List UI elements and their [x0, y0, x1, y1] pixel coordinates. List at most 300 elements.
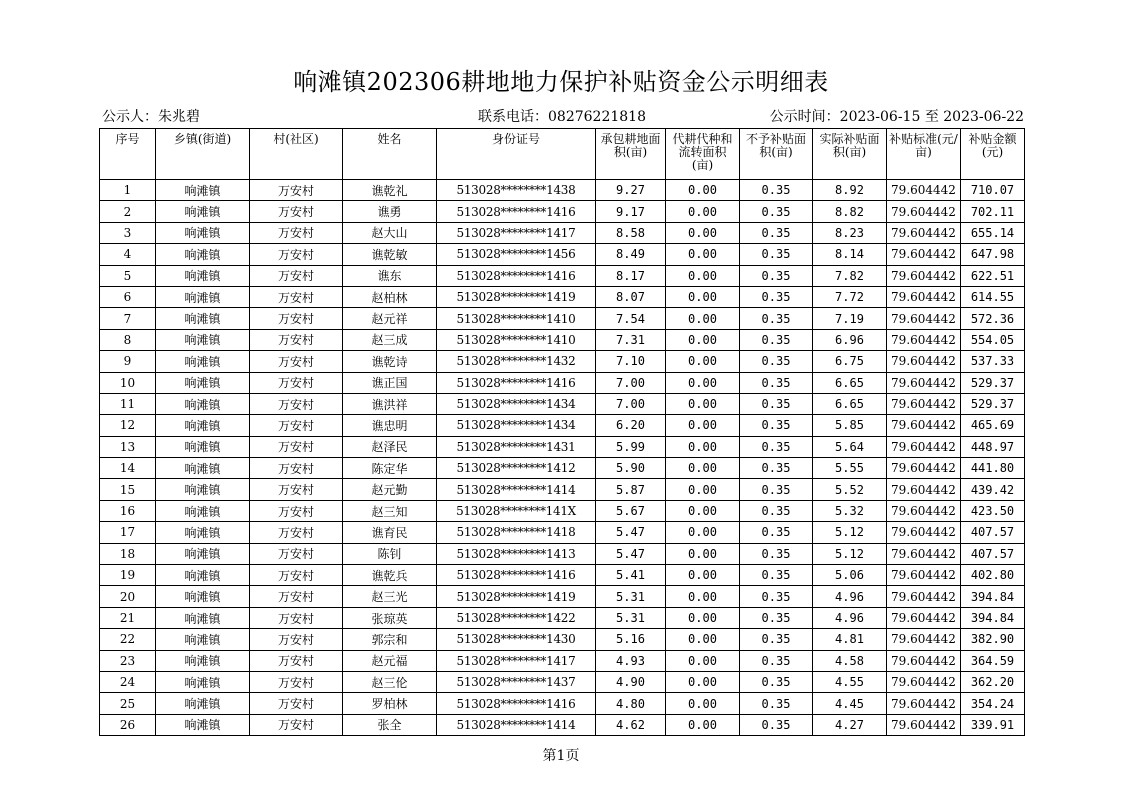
cell-seq: 18 — [100, 543, 156, 564]
cell-id-number: 513028********1434 — [437, 415, 596, 436]
cell-amount: 407.57 — [961, 522, 1025, 543]
table-row — [100, 244, 1025, 265]
cell-transfer-area: 0.00 — [666, 565, 740, 586]
cell-transfer-area: 0.00 — [666, 714, 740, 735]
cell-rate: 79.604442 — [887, 565, 961, 586]
cell-id-number: 513028********1412 — [437, 458, 596, 479]
cell-excluded-area: 0.35 — [740, 329, 813, 350]
document-title: 响滩镇202306耕地地力保护补贴资金公示明细表 — [293, 68, 829, 96]
cell-excluded-area: 0.35 — [740, 500, 813, 521]
cell-rate: 79.604442 — [887, 522, 961, 543]
cell-excluded-area: 0.35 — [740, 372, 813, 393]
cell-town: 响滩镇 — [156, 329, 250, 350]
cell-name: 赵泽民 — [343, 436, 437, 457]
table-row — [100, 308, 1025, 329]
cell-contract-area: 7.10 — [596, 351, 666, 372]
cell-excluded-area: 0.35 — [740, 543, 813, 564]
table-row — [100, 500, 1025, 521]
cell-id-number: 513028********1416 — [437, 265, 596, 286]
cell-name: 赵三知 — [343, 500, 437, 521]
cell-name: 张琼英 — [343, 607, 437, 628]
cell-village: 万安村 — [250, 201, 343, 222]
cell-rate: 79.604442 — [887, 222, 961, 243]
cell-amount: 448.97 — [961, 436, 1025, 457]
cell-id-number: 513028********1432 — [437, 351, 596, 372]
cell-town: 响滩镇 — [156, 201, 250, 222]
cell-transfer-area: 0.00 — [666, 458, 740, 479]
cell-town: 响滩镇 — [156, 458, 250, 479]
cell-seq: 5 — [100, 265, 156, 286]
cell-name: 张全 — [343, 714, 437, 735]
cell-seq: 17 — [100, 522, 156, 543]
cell-excluded-area: 0.35 — [740, 522, 813, 543]
cell-actual-area: 7.82 — [813, 265, 887, 286]
cell-town: 响滩镇 — [156, 565, 250, 586]
cell-rate: 79.604442 — [887, 351, 961, 372]
cell-excluded-area: 0.35 — [740, 458, 813, 479]
cell-transfer-area: 0.00 — [666, 308, 740, 329]
cell-transfer-area: 0.00 — [666, 222, 740, 243]
cell-id-number: 513028********1410 — [437, 329, 596, 350]
cell-rate: 79.604442 — [887, 714, 961, 735]
table-row — [100, 693, 1025, 714]
cell-contract-area: 5.90 — [596, 458, 666, 479]
cell-actual-area: 5.52 — [813, 479, 887, 500]
cell-transfer-area: 0.00 — [666, 286, 740, 307]
cell-town: 响滩镇 — [156, 629, 250, 650]
cell-seq: 2 — [100, 201, 156, 222]
cell-village: 万安村 — [250, 286, 343, 307]
cell-contract-area: 5.16 — [596, 629, 666, 650]
cell-actual-area: 7.19 — [813, 308, 887, 329]
cell-excluded-area: 0.35 — [740, 244, 813, 265]
table-row — [100, 714, 1025, 735]
table-row — [100, 458, 1025, 479]
cell-name: 赵柏林 — [343, 286, 437, 307]
cell-village: 万安村 — [250, 415, 343, 436]
cell-transfer-area: 0.00 — [666, 693, 740, 714]
cell-village: 万安村 — [250, 671, 343, 692]
cell-name: 罗柏林 — [343, 693, 437, 714]
cell-town: 响滩镇 — [156, 586, 250, 607]
cell-excluded-area: 0.35 — [740, 308, 813, 329]
cell-actual-area: 4.96 — [813, 607, 887, 628]
cell-excluded-area: 0.35 — [740, 286, 813, 307]
cell-town: 响滩镇 — [156, 244, 250, 265]
cell-village: 万安村 — [250, 308, 343, 329]
cell-contract-area: 5.87 — [596, 479, 666, 500]
cell-actual-area: 5.06 — [813, 565, 887, 586]
cell-actual-area: 8.23 — [813, 222, 887, 243]
subsidy-table — [99, 128, 1025, 736]
table-row — [100, 222, 1025, 243]
cell-id-number: 513028********1416 — [437, 372, 596, 393]
col-header-id: 身份证号 — [437, 129, 596, 180]
cell-transfer-area: 0.00 — [666, 629, 740, 650]
cell-seq: 19 — [100, 565, 156, 586]
cell-rate: 79.604442 — [887, 393, 961, 414]
cell-actual-area: 5.85 — [813, 415, 887, 436]
cell-id-number: 513028********1434 — [437, 393, 596, 414]
cell-amount: 655.14 — [961, 222, 1025, 243]
cell-name: 赵三成 — [343, 329, 437, 350]
cell-rate: 79.604442 — [887, 244, 961, 265]
cell-transfer-area: 0.00 — [666, 671, 740, 692]
cell-actual-area: 6.96 — [813, 329, 887, 350]
cell-actual-area: 4.45 — [813, 693, 887, 714]
cell-name: 谯忠明 — [343, 415, 437, 436]
cell-contract-area: 7.31 — [596, 329, 666, 350]
cell-name: 谯洪祥 — [343, 393, 437, 414]
cell-contract-area: 4.90 — [596, 671, 666, 692]
cell-town: 响滩镇 — [156, 351, 250, 372]
cell-amount: 362.20 — [961, 671, 1025, 692]
cell-rate: 79.604442 — [887, 607, 961, 628]
cell-transfer-area: 0.00 — [666, 244, 740, 265]
cell-actual-area: 6.75 — [813, 351, 887, 372]
cell-id-number: 513028********1417 — [437, 650, 596, 671]
cell-village: 万安村 — [250, 586, 343, 607]
cell-transfer-area: 0.00 — [666, 201, 740, 222]
cell-seq: 1 — [100, 180, 156, 201]
cell-name: 陈钊 — [343, 543, 437, 564]
cell-transfer-area: 0.00 — [666, 351, 740, 372]
cell-actual-area: 8.82 — [813, 201, 887, 222]
cell-transfer-area: 0.00 — [666, 436, 740, 457]
table-row — [100, 629, 1025, 650]
cell-contract-area: 5.31 — [596, 586, 666, 607]
cell-village: 万安村 — [250, 372, 343, 393]
cell-contract-area: 5.47 — [596, 522, 666, 543]
cell-contract-area: 5.99 — [596, 436, 666, 457]
table-row — [100, 522, 1025, 543]
cell-town: 响滩镇 — [156, 436, 250, 457]
cell-rate: 79.604442 — [887, 586, 961, 607]
cell-transfer-area: 0.00 — [666, 372, 740, 393]
cell-amount: 382.90 — [961, 629, 1025, 650]
cell-seq: 14 — [100, 458, 156, 479]
cell-excluded-area: 0.35 — [740, 693, 813, 714]
cell-id-number: 513028********1414 — [437, 714, 596, 735]
cell-excluded-area: 0.35 — [740, 415, 813, 436]
cell-transfer-area: 0.00 — [666, 393, 740, 414]
cell-amount: 647.98 — [961, 244, 1025, 265]
cell-excluded-area: 0.35 — [740, 265, 813, 286]
cell-contract-area: 5.47 — [596, 543, 666, 564]
cell-id-number: 513028********1416 — [437, 693, 596, 714]
cell-name: 赵元祥 — [343, 308, 437, 329]
cell-seq: 25 — [100, 693, 156, 714]
cell-name: 赵大山 — [343, 222, 437, 243]
cell-town: 响滩镇 — [156, 693, 250, 714]
cell-seq: 4 — [100, 244, 156, 265]
cell-amount: 622.51 — [961, 265, 1025, 286]
cell-id-number: 513028********1416 — [437, 201, 596, 222]
table-row — [100, 286, 1025, 307]
cell-village: 万安村 — [250, 693, 343, 714]
cell-excluded-area: 0.35 — [740, 565, 813, 586]
cell-id-number: 513028********1437 — [437, 671, 596, 692]
cell-name: 郭宗和 — [343, 629, 437, 650]
cell-contract-area: 8.07 — [596, 286, 666, 307]
cell-rate: 79.604442 — [887, 650, 961, 671]
cell-amount: 354.24 — [961, 693, 1025, 714]
cell-village: 万安村 — [250, 329, 343, 350]
cell-excluded-area: 0.35 — [740, 393, 813, 414]
cell-rate: 79.604442 — [887, 180, 961, 201]
cell-seq: 9 — [100, 351, 156, 372]
table-row — [100, 671, 1025, 692]
cell-town: 响滩镇 — [156, 393, 250, 414]
cell-town: 响滩镇 — [156, 543, 250, 564]
cell-village: 万安村 — [250, 565, 343, 586]
cell-excluded-area: 0.35 — [740, 629, 813, 650]
cell-village: 万安村 — [250, 650, 343, 671]
cell-contract-area: 8.58 — [596, 222, 666, 243]
cell-id-number: 513028********1438 — [437, 180, 596, 201]
cell-seq: 12 — [100, 415, 156, 436]
table-row — [100, 479, 1025, 500]
cell-village: 万安村 — [250, 436, 343, 457]
cell-amount: 441.80 — [961, 458, 1025, 479]
cell-excluded-area: 0.35 — [740, 714, 813, 735]
cell-excluded-area: 0.35 — [740, 586, 813, 607]
cell-contract-area: 7.00 — [596, 372, 666, 393]
cell-rate: 79.604442 — [887, 458, 961, 479]
cell-name: 谯勇 — [343, 201, 437, 222]
cell-town: 响滩镇 — [156, 415, 250, 436]
cell-seq: 16 — [100, 500, 156, 521]
cell-name: 赵三伦 — [343, 671, 437, 692]
cell-actual-area: 5.32 — [813, 500, 887, 521]
cell-amount: 702.11 — [961, 201, 1025, 222]
cell-transfer-area: 0.00 — [666, 607, 740, 628]
cell-contract-area: 5.41 — [596, 565, 666, 586]
cell-amount: 529.37 — [961, 393, 1025, 414]
cell-name: 谯乾敏 — [343, 244, 437, 265]
cell-amount: 394.84 — [961, 607, 1025, 628]
col-header-amount: 补贴金额(元) — [961, 129, 1025, 180]
col-header-actual-area: 实际补贴面积(亩) — [813, 129, 887, 180]
col-header-transfer-area: 代耕代种和流转面积(亩) — [666, 129, 740, 180]
cell-excluded-area: 0.35 — [740, 607, 813, 628]
cell-excluded-area: 0.35 — [740, 650, 813, 671]
cell-seq: 8 — [100, 329, 156, 350]
cell-town: 响滩镇 — [156, 479, 250, 500]
cell-village: 万安村 — [250, 522, 343, 543]
cell-rate: 79.604442 — [887, 415, 961, 436]
cell-rate: 79.604442 — [887, 329, 961, 350]
cell-actual-area: 4.27 — [813, 714, 887, 735]
cell-id-number: 513028********1418 — [437, 522, 596, 543]
cell-transfer-area: 0.00 — [666, 180, 740, 201]
table-row — [100, 265, 1025, 286]
table-row — [100, 565, 1025, 586]
table-row — [100, 543, 1025, 564]
cell-seq: 6 — [100, 286, 156, 307]
cell-amount: 710.07 — [961, 180, 1025, 201]
cell-rate: 79.604442 — [887, 629, 961, 650]
cell-village: 万安村 — [250, 714, 343, 735]
col-header-town: 乡镇(街道) — [156, 129, 250, 180]
cell-actual-area: 4.55 — [813, 671, 887, 692]
cell-town: 响滩镇 — [156, 714, 250, 735]
cell-village: 万安村 — [250, 180, 343, 201]
cell-name: 谯乾诗 — [343, 351, 437, 372]
cell-actual-area: 6.65 — [813, 372, 887, 393]
cell-rate: 79.604442 — [887, 265, 961, 286]
cell-excluded-area: 0.35 — [740, 351, 813, 372]
cell-name: 陈定华 — [343, 458, 437, 479]
cell-id-number: 513028********1417 — [437, 222, 596, 243]
cell-name: 谯正国 — [343, 372, 437, 393]
cell-id-number: 513028********1456 — [437, 244, 596, 265]
cell-village: 万安村 — [250, 458, 343, 479]
cell-id-number: 513028********1414 — [437, 479, 596, 500]
cell-actual-area: 4.96 — [813, 586, 887, 607]
cell-name: 谯东 — [343, 265, 437, 286]
table-row — [100, 650, 1025, 671]
table-row — [100, 180, 1025, 201]
cell-id-number: 513028********1419 — [437, 586, 596, 607]
cell-town: 响滩镇 — [156, 180, 250, 201]
cell-id-number: 513028********141X — [437, 500, 596, 521]
cell-contract-area: 8.17 — [596, 265, 666, 286]
cell-id-number: 513028********1419 — [437, 286, 596, 307]
cell-rate: 79.604442 — [887, 543, 961, 564]
cell-transfer-area: 0.00 — [666, 479, 740, 500]
cell-actual-area: 5.64 — [813, 436, 887, 457]
col-header-contract-area: 承包耕地面积(亩) — [596, 129, 666, 180]
cell-rate: 79.604442 — [887, 201, 961, 222]
cell-town: 响滩镇 — [156, 650, 250, 671]
cell-seq: 22 — [100, 629, 156, 650]
cell-contract-area: 4.62 — [596, 714, 666, 735]
cell-contract-area: 7.54 — [596, 308, 666, 329]
cell-amount: 554.05 — [961, 329, 1025, 350]
cell-town: 响滩镇 — [156, 286, 250, 307]
cell-transfer-area: 0.00 — [666, 522, 740, 543]
cell-town: 响滩镇 — [156, 607, 250, 628]
cell-excluded-area: 0.35 — [740, 201, 813, 222]
cell-rate: 79.604442 — [887, 671, 961, 692]
cell-amount: 439.42 — [961, 479, 1025, 500]
cell-name: 赵元福 — [343, 650, 437, 671]
cell-contract-area: 9.17 — [596, 201, 666, 222]
cell-rate: 79.604442 — [887, 372, 961, 393]
table-row — [100, 393, 1025, 414]
cell-amount: 394.84 — [961, 586, 1025, 607]
cell-excluded-area: 0.35 — [740, 436, 813, 457]
cell-village: 万安村 — [250, 393, 343, 414]
cell-amount: 423.50 — [961, 500, 1025, 521]
cell-contract-area: 5.31 — [596, 607, 666, 628]
cell-contract-area: 4.93 — [596, 650, 666, 671]
cell-amount: 614.55 — [961, 286, 1025, 307]
cell-village: 万安村 — [250, 222, 343, 243]
cell-contract-area: 4.80 — [596, 693, 666, 714]
cell-name: 谯育民 — [343, 522, 437, 543]
cell-rate: 79.604442 — [887, 500, 961, 521]
cell-village: 万安村 — [250, 244, 343, 265]
col-header-name: 姓名 — [343, 129, 437, 180]
cell-seq: 3 — [100, 222, 156, 243]
cell-contract-area: 5.67 — [596, 500, 666, 521]
cell-seq: 13 — [100, 436, 156, 457]
cell-amount: 364.59 — [961, 650, 1025, 671]
cell-transfer-area: 0.00 — [666, 500, 740, 521]
announcement-period: 公示时间：2023-06-15 至 2023-06-22 — [769, 109, 1024, 125]
col-header-excluded-area: 不予补贴面积(亩) — [740, 129, 813, 180]
cell-village: 万安村 — [250, 607, 343, 628]
cell-amount: 407.57 — [961, 543, 1025, 564]
cell-town: 响滩镇 — [156, 500, 250, 521]
cell-contract-area: 8.49 — [596, 244, 666, 265]
cell-town: 响滩镇 — [156, 222, 250, 243]
cell-transfer-area: 0.00 — [666, 543, 740, 564]
cell-actual-area: 5.55 — [813, 458, 887, 479]
cell-village: 万安村 — [250, 351, 343, 372]
cell-actual-area: 8.14 — [813, 244, 887, 265]
cell-transfer-area: 0.00 — [666, 329, 740, 350]
cell-name: 赵三光 — [343, 586, 437, 607]
col-header-rate: 补贴标准(元/亩) — [887, 129, 961, 180]
cell-rate: 79.604442 — [887, 436, 961, 457]
cell-id-number: 513028********1416 — [437, 565, 596, 586]
contact-phone: 联系电话：08276221818 — [478, 109, 646, 125]
col-header-seq: 序号 — [100, 129, 156, 180]
cell-seq: 15 — [100, 479, 156, 500]
cell-amount: 572.36 — [961, 308, 1025, 329]
table-row — [100, 372, 1025, 393]
cell-actual-area: 5.12 — [813, 522, 887, 543]
cell-amount: 529.37 — [961, 372, 1025, 393]
cell-excluded-area: 0.35 — [740, 222, 813, 243]
cell-transfer-area: 0.00 — [666, 586, 740, 607]
cell-seq: 10 — [100, 372, 156, 393]
cell-village: 万安村 — [250, 629, 343, 650]
table-row — [100, 607, 1025, 628]
cell-village: 万安村 — [250, 500, 343, 521]
cell-name: 谯乾兵 — [343, 565, 437, 586]
cell-transfer-area: 0.00 — [666, 415, 740, 436]
cell-rate: 79.604442 — [887, 479, 961, 500]
cell-rate: 79.604442 — [887, 693, 961, 714]
cell-excluded-area: 0.35 — [740, 180, 813, 201]
cell-amount: 537.33 — [961, 351, 1025, 372]
cell-id-number: 513028********1430 — [437, 629, 596, 650]
cell-town: 响滩镇 — [156, 522, 250, 543]
cell-id-number: 513028********1422 — [437, 607, 596, 628]
cell-town: 响滩镇 — [156, 265, 250, 286]
cell-seq: 23 — [100, 650, 156, 671]
cell-id-number: 513028********1431 — [437, 436, 596, 457]
cell-seq: 11 — [100, 393, 156, 414]
col-header-village: 村(社区) — [250, 129, 343, 180]
cell-village: 万安村 — [250, 479, 343, 500]
cell-village: 万安村 — [250, 265, 343, 286]
table-row — [100, 436, 1025, 457]
cell-actual-area: 5.12 — [813, 543, 887, 564]
table-row — [100, 329, 1025, 350]
page-number: 第1页 — [542, 748, 580, 764]
cell-actual-area: 7.72 — [813, 286, 887, 307]
cell-name: 赵元勤 — [343, 479, 437, 500]
cell-transfer-area: 0.00 — [666, 650, 740, 671]
cell-town: 响滩镇 — [156, 308, 250, 329]
cell-seq: 7 — [100, 308, 156, 329]
announcer-label: 公示人：朱兆碧 — [102, 109, 200, 125]
